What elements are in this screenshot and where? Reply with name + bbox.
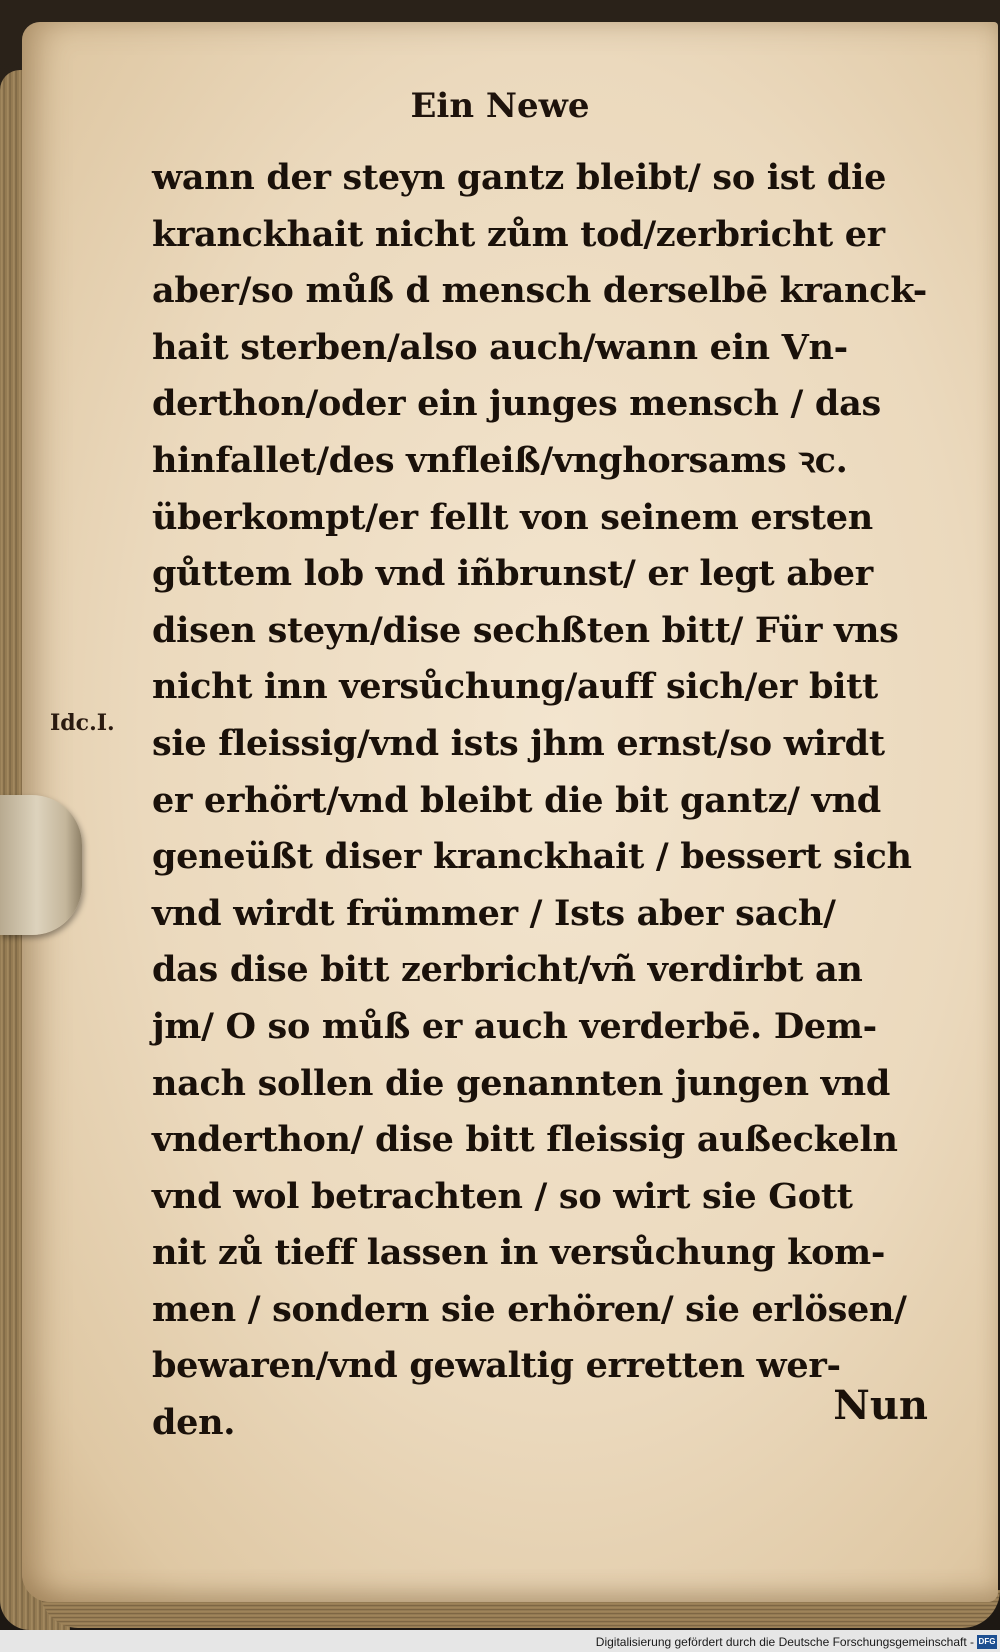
text-line: bewaren/vnd gewaltig erretten wer- [152, 1345, 841, 1387]
text-line: das dise bitt zerbricht/vñ verdirbt an [152, 949, 863, 991]
text-line: vnderthon/ dise bitt fleissig außeckeln [152, 1119, 898, 1161]
text-line: aber/so můß d mensch derselbē kranck- [152, 270, 927, 312]
footer-credit: Digitalisierung gefördert durch die Deutsche Forschungsgemeinschaft - [595, 1635, 974, 1649]
text-line: hinfallet/des vnfleiß/vnghorsams ꝛc. [152, 439, 848, 481]
text-line: kranckhait nicht zům tod/zerbricht er [152, 213, 885, 255]
footer-bar [0, 1630, 1000, 1652]
text-line: er erhört/vnd bleibt die bit gantz/ vnd [152, 779, 881, 821]
text-line: nicht inn versůchung/auff sich/er bitt [152, 666, 878, 708]
text-line: gůttem lob vnd iñbrunst/ er legt aber [152, 553, 873, 595]
running-head: Ein Newe [410, 86, 590, 126]
text-line: geneüßt diser kranckhait / bessert sich [152, 836, 912, 878]
text-line: jm/ O so můß er auch verderbē. Dem- [152, 1005, 877, 1047]
book-clasp [0, 795, 82, 935]
text-line: nach sollen die genannten jungen vnd [152, 1062, 891, 1104]
text-line: überkompt/er fellt von seinem ersten [152, 496, 873, 538]
text-line: wann der steyn gantz bleibt/ so ist die [152, 157, 887, 198]
catchword: Nun [833, 1382, 928, 1429]
text-block [152, 150, 932, 1452]
text-line: vnd wirdt frümmer / Ists aber sach/ [152, 892, 836, 934]
text-line: hait sterben/also auch/wann ein Vn- [152, 326, 848, 368]
text-line: nit zů tieff lassen in versůchung kom- [152, 1232, 886, 1274]
margin-note: Idc.I. [50, 710, 115, 736]
dfg-logo-icon: DFG [977, 1635, 997, 1649]
text-line: den. [152, 1402, 236, 1444]
text-line: vnd wol betrachten / so wirt sie Gott [152, 1175, 853, 1217]
text-line: sie fleissig/vnd ists jhm ernst/so wirdt [152, 722, 885, 764]
text-line: disen steyn/dise sechßten bitt/ Für vns [152, 609, 899, 651]
text-line: men / sondern sie erhören/ sie erlösen/ [152, 1288, 907, 1330]
text-line: derthon/oder ein junges mensch / das [152, 383, 881, 425]
